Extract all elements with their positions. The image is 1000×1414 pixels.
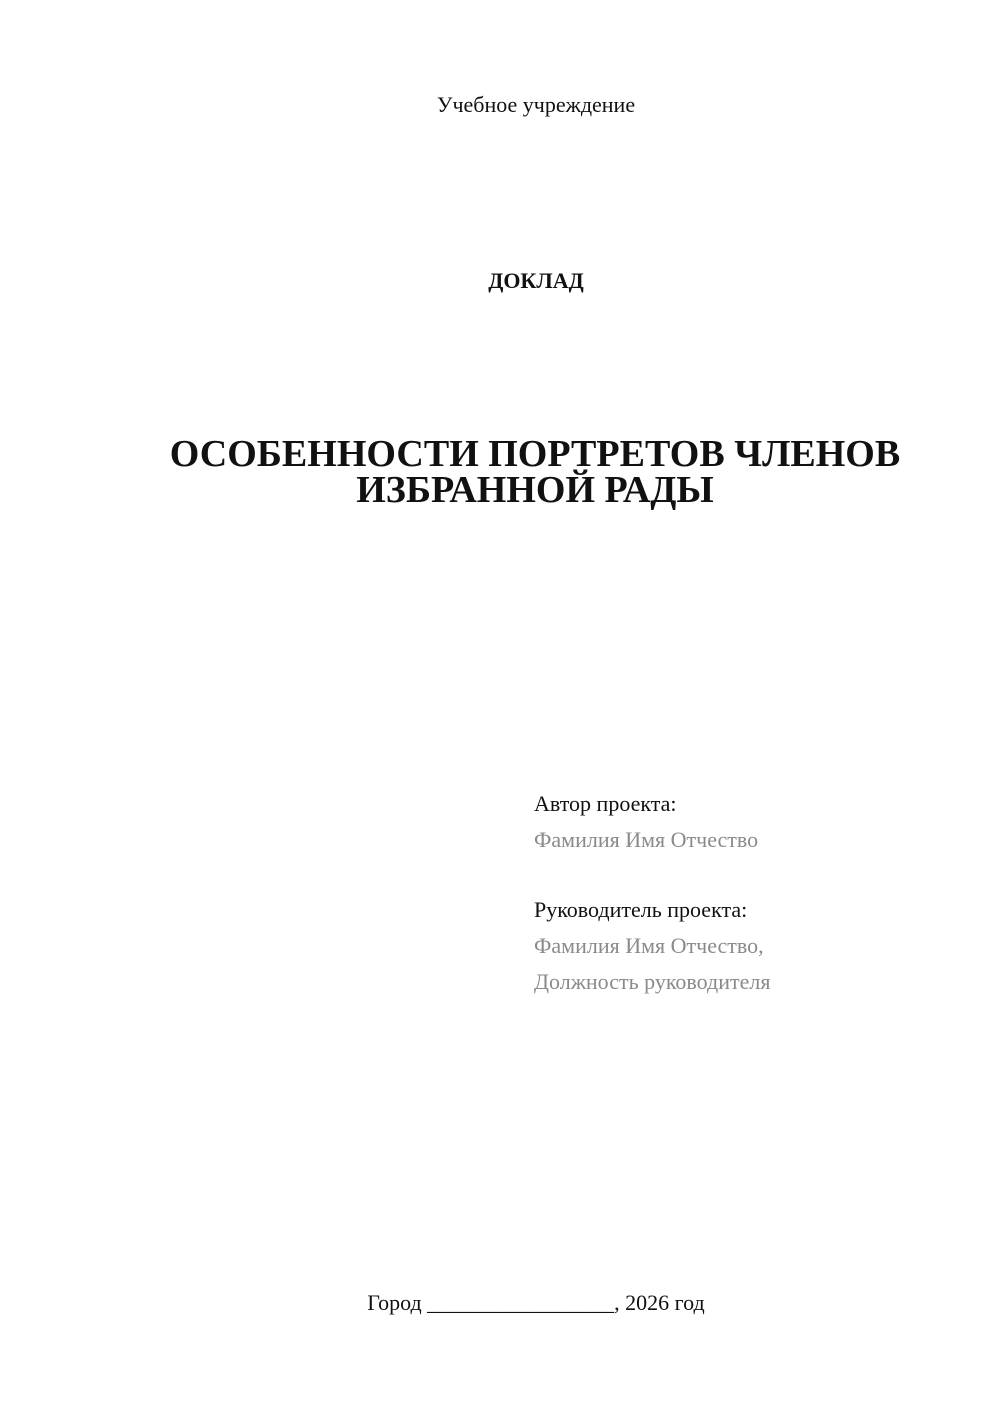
document-title (130, 433, 940, 511)
author-label: Автор проекта: (534, 791, 677, 816)
author-block (534, 790, 974, 862)
document-title-line-2: ИЗБРАННОЙ РАДЫ (356, 469, 714, 511)
supervisor-name: Фамилия Имя Отчество, (534, 933, 764, 958)
document-type: ДОКЛАД (488, 268, 584, 293)
supervisor-label: Руководитель проекта: (534, 897, 748, 922)
author-name: Фамилия Имя Отчество (534, 827, 759, 852)
supervisor-block (534, 896, 974, 1004)
city-year-line: Город _________________, 2026 год (367, 1290, 705, 1315)
institution-name: Учебное учреждение (436, 92, 636, 117)
document-title-line-1: ОСОБЕННОСТИ ПОРТРЕТОВ ЧЛЕНОВ (169, 433, 901, 475)
supervisor-position: Должность руководителя (534, 969, 771, 994)
